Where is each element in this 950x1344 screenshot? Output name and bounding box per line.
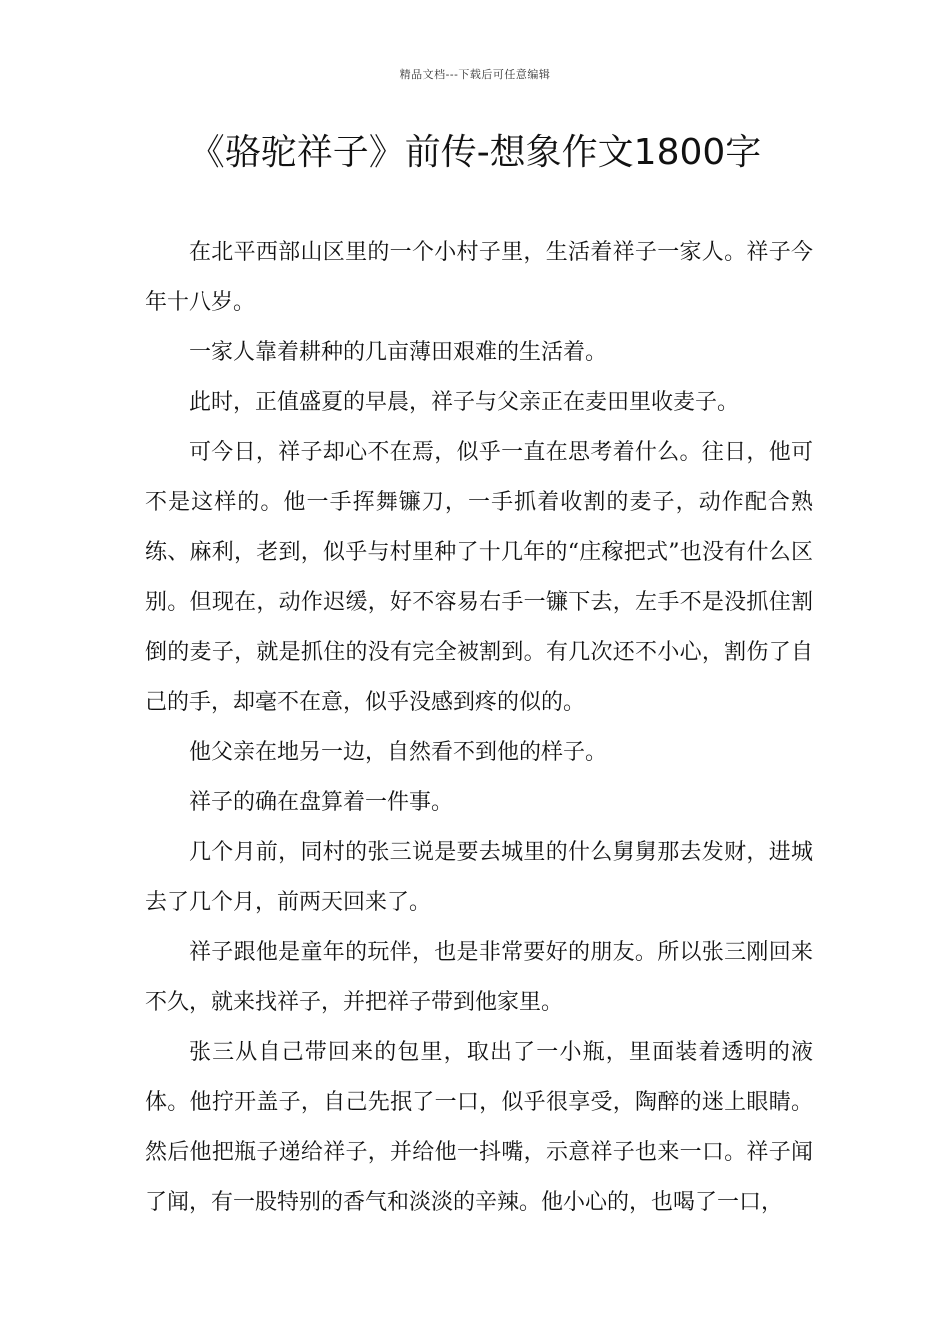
paragraph: 张三从自己带回来的包里，取出了一小瓶，里面装着透明的液体。他拧开盖子，自己先抿了一口，似乎很享受，陶醉的迷上眼睛。然后他把瓶子递给祥子，并给他一抖嘴，示意祥子也来一口。祥子闻了闻，有一股特别的香气和淡淡的辛辣。他小心的，也喝了一口， <box>145 1040 813 1215</box>
paragraph: 几个月前，同村的张三说是要去城里的什么舅舅那去发财，进城去了几个月，前两天回来了。 <box>145 840 813 915</box>
paragraph: 祥子的确在盘算着一件事。 <box>189 790 454 815</box>
header-note: 精品文档---下载后可任意编辑 <box>399 68 551 81</box>
paragraph: 祥子跟他是童年的玩伴，也是非常要好的朋友。所以张三刚回来不久，就来找祥子，并把祥子带到他家里。 <box>145 940 813 1015</box>
paragraph: 可今日，祥子却心不在焉，似乎一直在思考着什么。往日，他可不是这样的。他一手挥舞镰刀，一手抓着收割的麦子，动作配合熟练、麻利，老到，似乎与村里种了十几年的“庄稼把式”也没有什么区别。但现在，动作迟缓，好不容易右手一镰下去，左手不是没抓住割倒的麦子，就是抓住的没有完全被割到。有几次还不小心，割伤了自己的手，却毫不在意，似乎没感到疼的似的。 <box>145 440 813 715</box>
paragraph: 一家人靠着耕种的几亩薄田艰难的生活着。 <box>189 340 608 365</box>
document-body <box>145 228 813 1228</box>
paragraph: 在北平西部山区里的一个小村子里，生活着祥子一家人。祥子今年十八岁。 <box>145 240 813 315</box>
paragraph: 此时，正值盛夏的早晨，祥子与父亲正在麦田里收麦子。 <box>189 390 740 415</box>
paragraph: 他父亲在地另一边，自然看不到他的样子。 <box>189 740 608 765</box>
document-title: 《骆驼祥子》前传-想象作文1800字 <box>188 132 762 173</box>
